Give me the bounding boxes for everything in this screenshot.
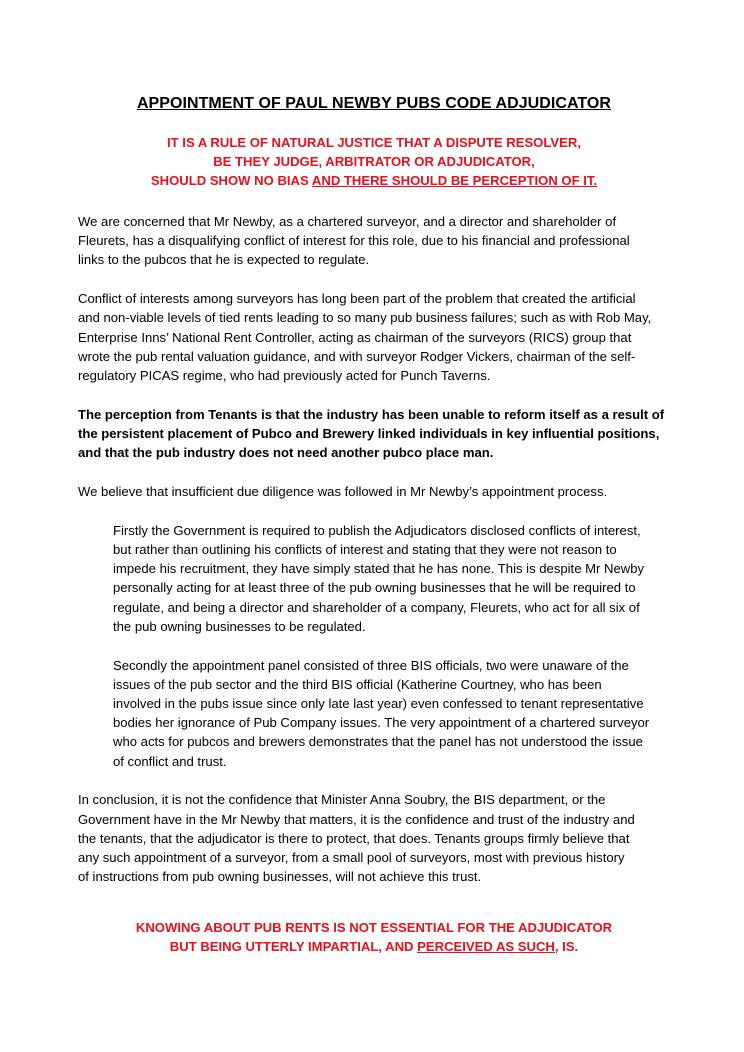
text-line: the persistent placement of Pubco and Brewery linked individuals in key influential positions, [78, 426, 660, 442]
text-line: Enterprise Inns’ National Rent Controller, acting as chairman of the surveyors (RICS) group that [78, 329, 632, 345]
text-line: involved in the pubs issue since only late last year) even confessed to tenant representative [113, 696, 644, 712]
text-line: the tenants, that the adjudicator is there to protect, that does. Tenants groups firmly believe that [78, 830, 630, 846]
text-line: and non-viable levels of tied rents leading to so many pub business failures; such as with Rob May, [78, 310, 652, 326]
text-line: the pub owning businesses to be regulated. [113, 618, 366, 634]
text-line: Firstly the Government is required to publish the Adjudicators disclosed conflicts of interest, [113, 522, 641, 538]
paragraph-due-diligence [78, 482, 670, 501]
text-line: issues of the pub sector and the third BIS official (Katherine Courtney, who has been [113, 676, 602, 692]
opening-banner-line-3-text: SHOULD SHOW NO BIAS [150, 173, 312, 188]
text-line: Conflict of interests among surveyors has long been part of the problem that created the artificial [78, 291, 636, 307]
text-line: regulate, and being a director and shareholder of a company, Fleurets, who act for all six of [113, 599, 640, 615]
page-title: APPOINTMENT OF PAUL NEWBY PUBS CODE ADJUDICATOR [136, 95, 612, 112]
paragraph-surveyor-conflicts [78, 289, 670, 385]
text-line: wrote the pub rental valuation guidance, and with surveyor Rodger Vickers, chairman of the self- [78, 348, 636, 364]
text-line: In conclusion, it is not the confidence that Minister Anna Soubry, the BIS department, or the [78, 792, 606, 808]
text-line: links to the pubcos that he is expected to regulate. [78, 252, 370, 268]
text-line: of conflict and trust. [113, 753, 227, 769]
paragraph-firstly [113, 521, 670, 636]
closing-banner-line-2-end: , IS. [554, 939, 579, 955]
document-page [78, 94, 670, 978]
opening-banner-underlined-text: AND THERE SHOULD BE PERCEPTION OF IT. [311, 173, 598, 188]
closing-banner-underlined-text: PERCEIVED AS SUCH [417, 939, 555, 955]
opening-banner-line-3 [78, 171, 670, 190]
paragraph-conclusion [78, 790, 670, 886]
closing-banner-line-2 [78, 937, 670, 956]
opening-banner [78, 133, 670, 190]
text-line: Secondly the appointment panel consisted of three BIS officials, two were unaware of the [113, 657, 629, 673]
paragraph-secondly [113, 656, 670, 771]
closing-banner-line-2-text: BUT BEING UTTERLY IMPARTIAL, AND [169, 939, 418, 955]
paragraph-conflict-of-interest [78, 212, 670, 270]
opening-banner-line-2: BE THEY JUDGE, ARBITRATOR OR ADJUDICATOR, [213, 154, 535, 169]
text-line: and that the pub industry does not need another pubco place man. [78, 445, 494, 461]
text-line: personally acting for at least three of the pub owning businesses that he will be required to [113, 580, 636, 596]
text-line: bodies her ignorance of Pub Company issues. The very appointment of a chartered surveyor [113, 715, 650, 731]
text-line: We believe that insufficient due diligence was followed in Mr Newby’s appointment process. [78, 484, 608, 500]
text-line: Government have in the Mr Newby that matters, it is the confidence and trust of the industry and [78, 811, 635, 827]
paragraph-tenant-perception [78, 405, 670, 463]
text-line: regulatory PICAS regime, who had previously acted for Punch Taverns. [78, 368, 491, 384]
text-line: Fleurets, has a disqualifying conflict of interest for this role, due to his financial and professional [78, 233, 630, 249]
opening-banner-line-1: IT IS A RULE OF NATURAL JUSTICE THAT A DISPUTE RESOLVER, [167, 135, 581, 150]
text-line: impede his recruitment, they have simply stated that he has none. This is despite Mr Newby [113, 561, 645, 577]
text-line: any such appointment of a surveyor, from a small pool of surveyors, most with previous history [78, 850, 625, 866]
text-line: The perception from Tenants is that the industry has been unable to reform itself as a result of [78, 406, 665, 422]
text-line: but rather than outlining his conflicts of interest and stating that they were not reason to [113, 542, 617, 558]
text-line: of instructions from pub owning businesses, will not achieve this trust. [78, 869, 482, 885]
text-line: We are concerned that Mr Newby, as a chartered surveyor, and a director and shareholder of [78, 214, 617, 229]
closing-banner-line-1: KNOWING ABOUT PUB RENTS IS NOT ESSENTIAL FOR THE ADJUDICATOR [135, 920, 613, 936]
closing-banner [78, 918, 670, 956]
text-line: who acts for pubcos and brewers demonstrates that the panel has not understood the issue [113, 734, 643, 750]
